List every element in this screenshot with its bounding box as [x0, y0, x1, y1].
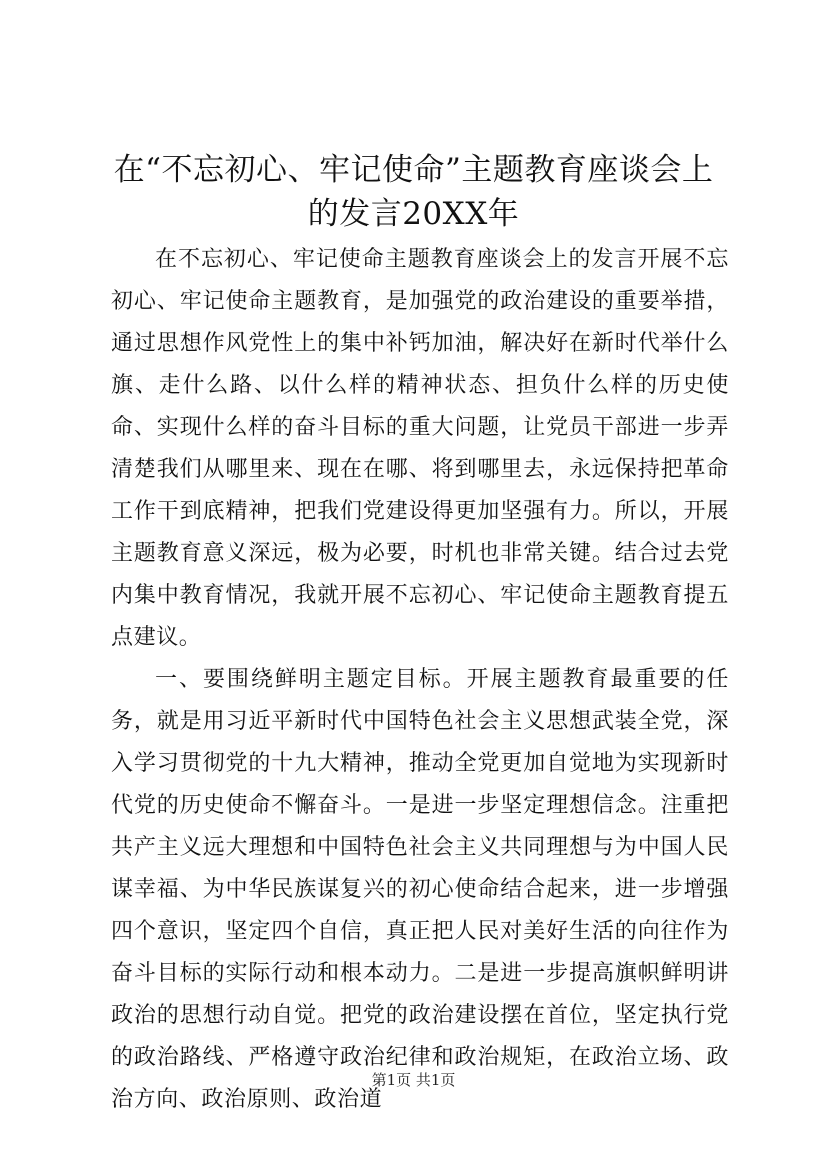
page-number-footer: 第1页 共1页	[371, 1071, 456, 1089]
document-title-line-2: 的发言20XX年	[307, 196, 520, 232]
paragraph-point-one: 一、要围绕鲜明主题定目标。开展主题教育最重要的任务，就是用习近平新时代中国特色社会主义思想武装全党，深入学习贯彻党的十九大精神，推动全党更加自觉地为实现新时代党的历史使命不懈奋斗。一是进一步坚定理想信念。注重把共产主义远大理想和中国特色社会主义共同理想与为中国人民谋幸福、为中华民族谋复兴的初心使命结合起来，进一步增强四个意识，坚定四个自信，真正把人民对美好生活的向往作为奋斗目标的实际行动和根本动力。二是进一步提高旗帜鲜明讲政治的思想行动自觉。把党的政治建设摆在首位，坚定执行党的政治路线、严格遵守政治纪律和政治规矩，在政治立场、政治方向、政治原则、政治道	[111, 667, 729, 1112]
paragraph-intro: 在不忘初心、牢记使命主题教育座谈会上的发言开展不忘初心、牢记使命主题教育，是加强党的政治建设的重要举措，通过思想作风党性上的集中补钙加油，解决好在新时代举什么旗、走什么路、以什么样的精神状态、担负什么样的历史使命、实现什么样的奋斗目标的重大问题，让党员干部进一步弄清楚我们从哪里来、现在在哪、将到哪里去，永远保持把革命工作干到底精神，把我们党建设得更加坚强有力。所以，开展主题教育意义深远，极为必要，时机也非常关键。结合过去党内集中教育情况，我就开展不忘初心、牢记使命主题教育提五点建议。	[111, 247, 729, 650]
document-body	[111, 239, 729, 1121]
document-title-line-1: 在“不忘初心、牢记使命”主题教育座谈会上	[113, 152, 714, 188]
